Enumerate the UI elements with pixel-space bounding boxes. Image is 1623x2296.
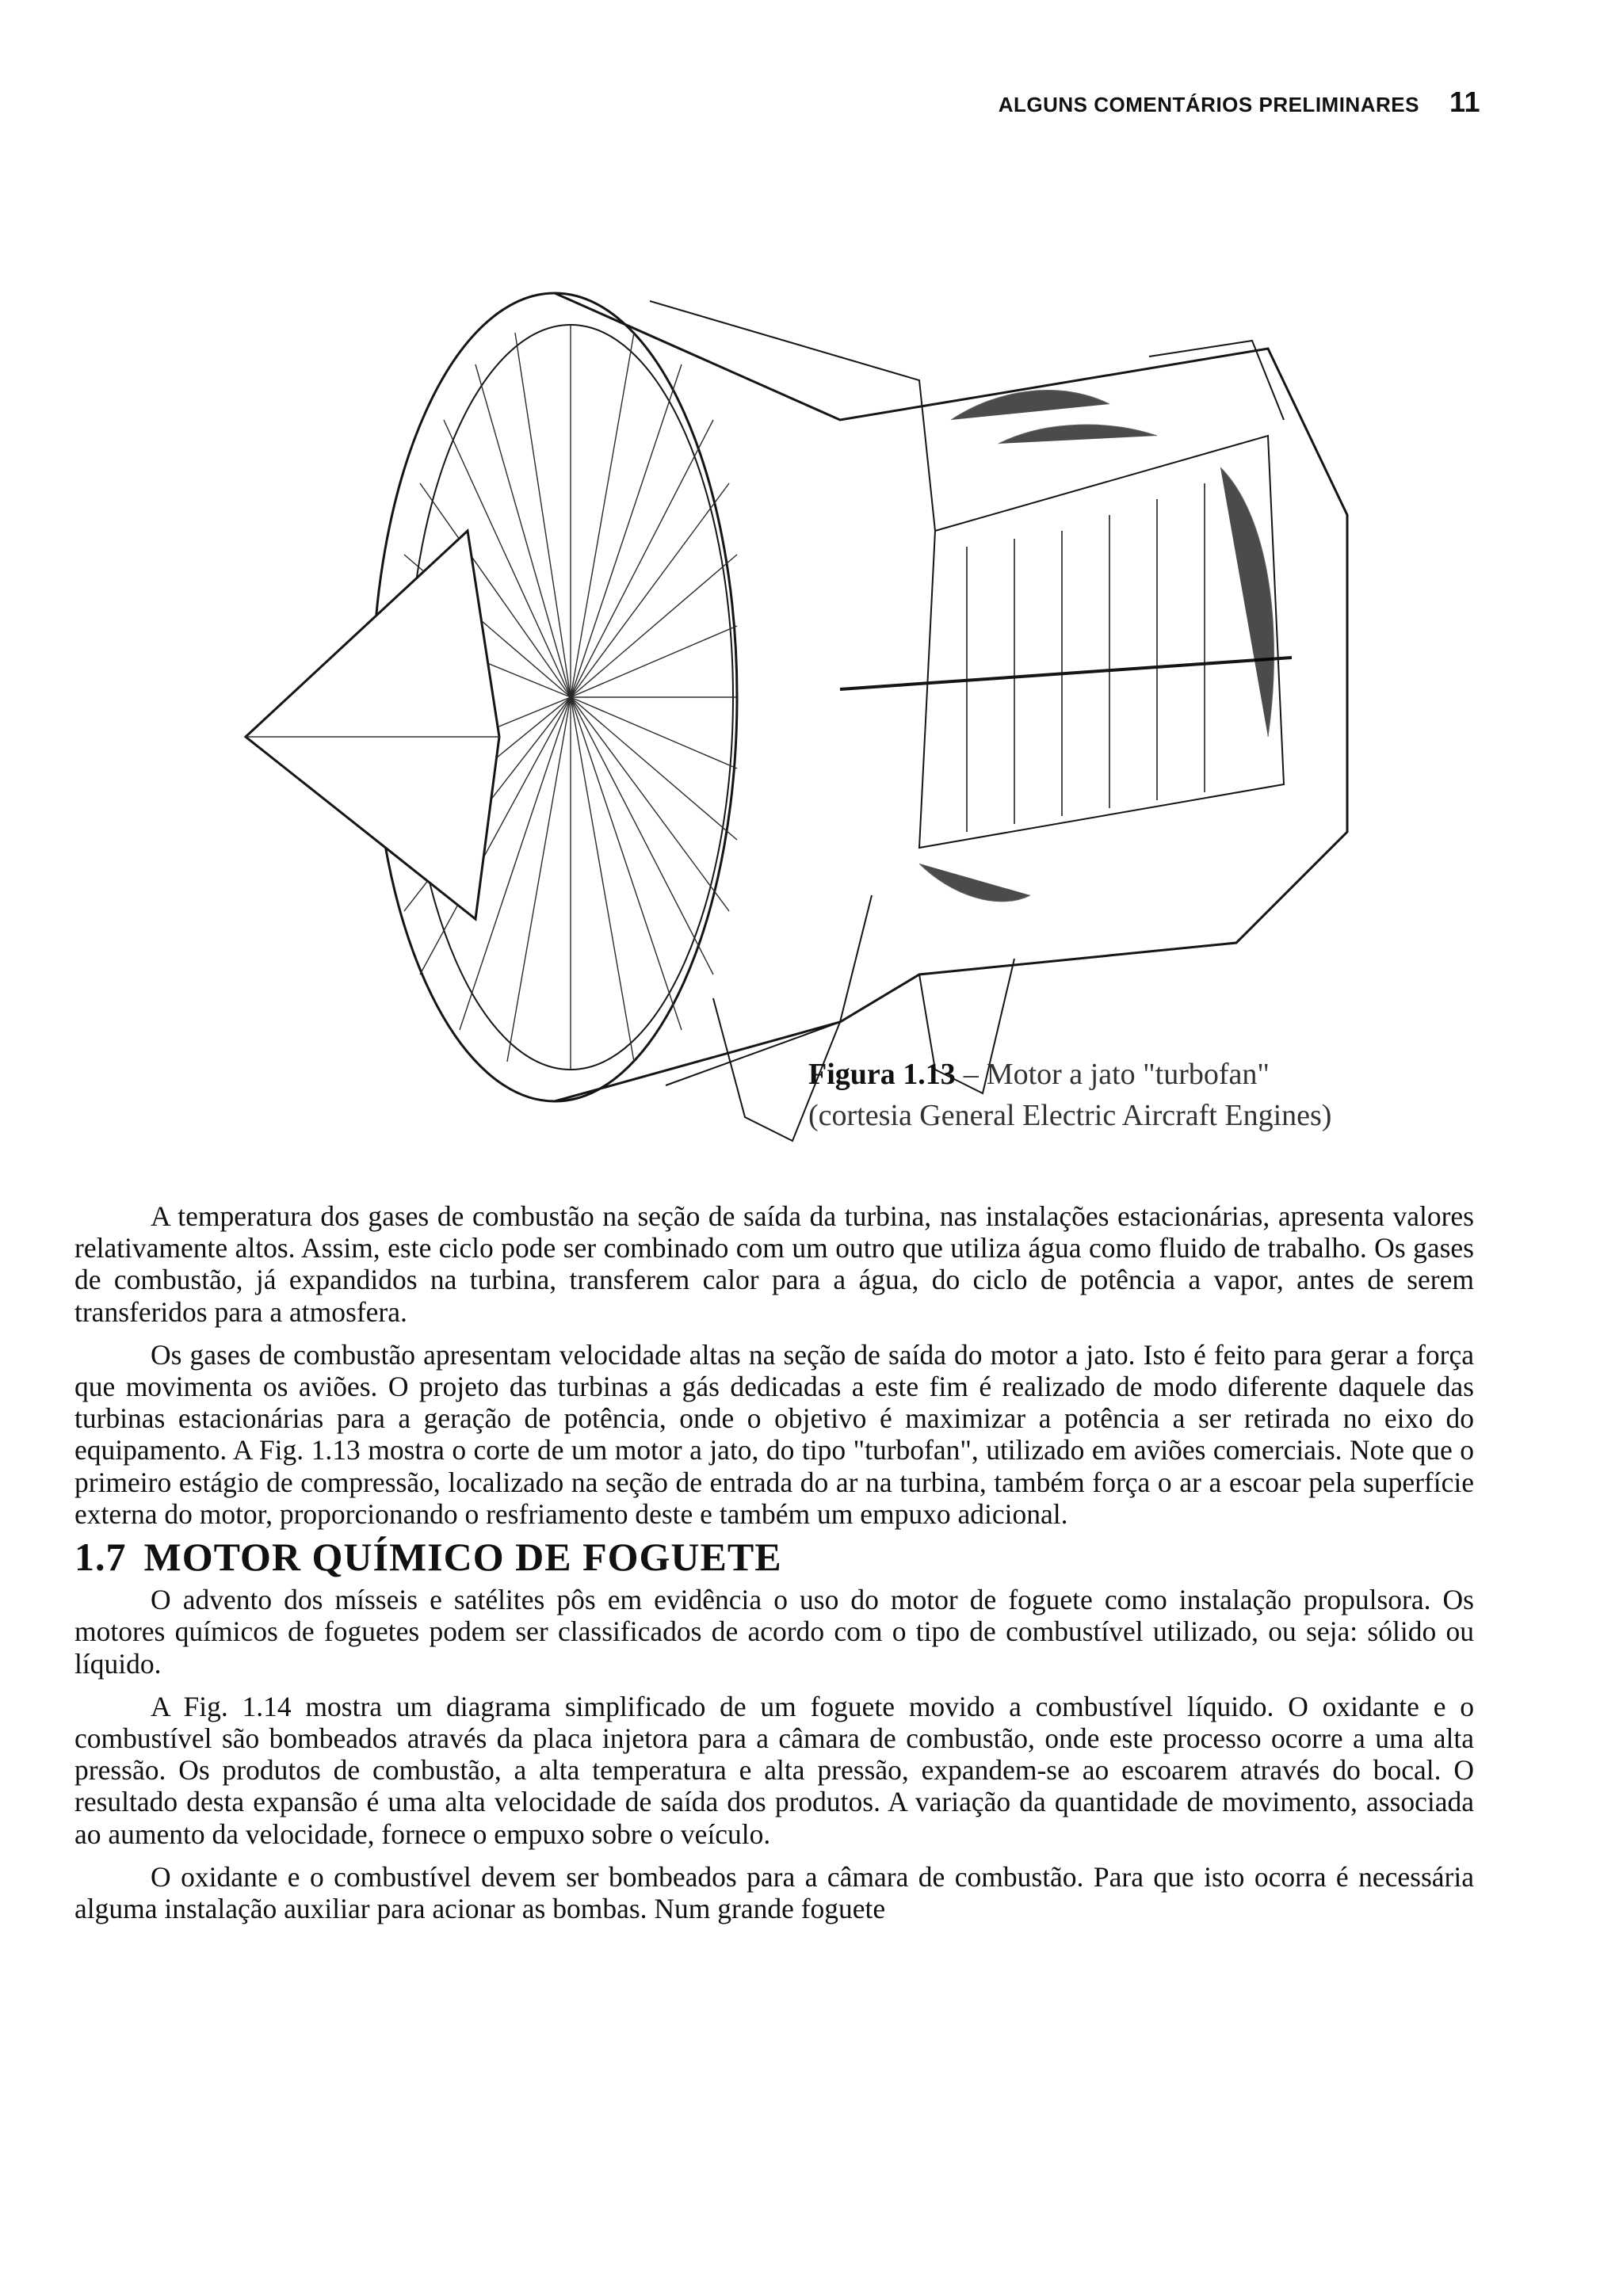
paragraph: A Fig. 1.14 mostra um diagrama simplificado de um foguete movido a combustível líquido. O oxidante e o combustível são bombeados através da placa injetora para a câmara de combustão, onde este processo ocorre a uma alta pressão. Os produtos de combustão, a alta temperatura e alta pressão, expandem-se ao escoarem através do bocal. O resultado desta expansão é uma alta velocidade de saída dos produtos. A variação da quantidade de movimento, associada ao aumento da velocidade, fornece o empuxo sobre o veículo. (74, 1690, 1474, 1850)
figure-title: Motor a jato "turbofan" (986, 1058, 1270, 1091)
caption-dash: – (963, 1058, 979, 1091)
running-head (999, 86, 1480, 119)
caption-line-1 (808, 1054, 1458, 1095)
running-title: ALGUNS COMENTÁRIOS PRELIMINARES (998, 93, 1419, 116)
figure-caption (808, 1054, 1458, 1136)
turbofan-engine-illustration (238, 182, 1395, 1165)
figure-credit: (cortesia General Electric Aircraft Engines) (808, 1099, 1332, 1132)
page-number: 11 (1449, 86, 1480, 118)
paragraph: O oxidante e o combustível devem ser bombeados para a câmara de combustão. Para que isto ocorra é necessária alguma instalação auxiliar para acionar as bombas. Num grande foguete (74, 1860, 1474, 1925)
paragraph: A temperatura dos gases de combustão na seção de saída da turbina, nas instalações estacionárias, apresenta valores relativamente altos. Assim, este ciclo pode ser combinado com um outro que utiliza água como fluido de trabalho. Os gases de combustão, já expandidos na turbina, transferem calor para a água, do ciclo de potência a vapor, antes de serem transferidos para a atmosfera. (74, 1200, 1474, 1328)
paragraph: O advento dos mísseis e satélites pôs em evidência o uso do motor de foguete como instalação propulsora. Os motores químicos de foguetes podem ser classificados de acordo com o tipo de combustível utilizado, ou seja: sólido ou líquido. (74, 1584, 1474, 1680)
section-title: MOTOR QUÍMICO DE FOGUETE (143, 1535, 782, 1580)
section-heading (74, 1535, 1474, 1580)
figure-label: Figura 1.13 (808, 1058, 956, 1091)
section-number: 1.7 (74, 1535, 127, 1580)
paragraph: Os gases de combustão apresentam velocidade altas na seção de saída do motor a jato. Isto é feito para gerar a força que movimenta os aviões. O projeto das turbinas a gás dedicadas a este fim é realizado de modo diferente daquele das turbinas estacionárias para a geração de potência, onde o objetivo é maximizar a potência a ser retirada no eixo do equipamento. A Fig. 1.13 mostra o corte de um motor a jato, do tipo "turbofan", utilizado em aviões comerciais. Note que o primeiro estágio de compressão, localizado na seção de entrada do ar na turbina, também força o ar a escoar pela superfície externa do motor, proporcionando o resfriamento deste e também um empuxo adicional. (74, 1338, 1474, 1530)
body-text (74, 1200, 1474, 1936)
